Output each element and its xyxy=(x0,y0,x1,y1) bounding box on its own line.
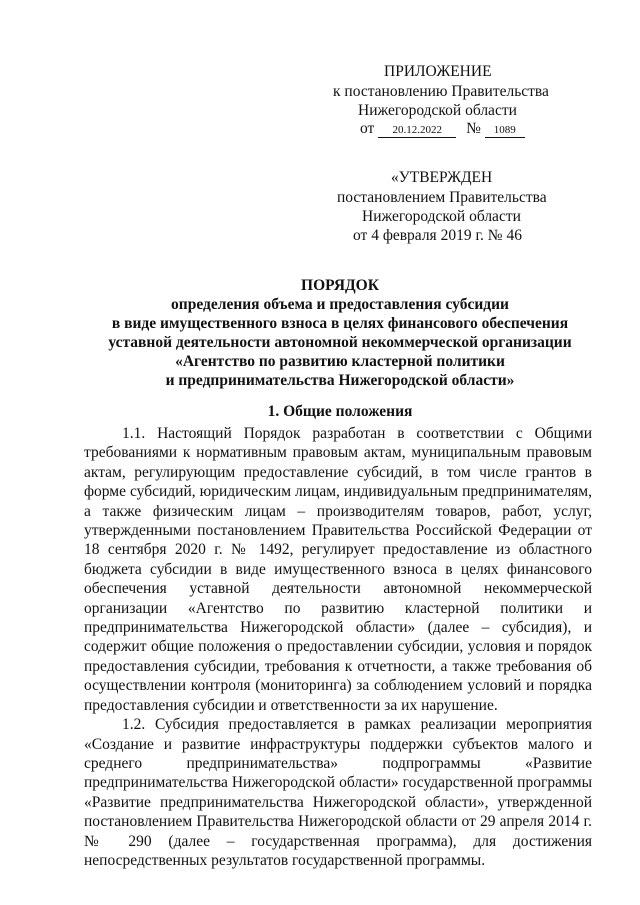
title-line-3: уставной деятельности автономной некоммерческой организации xyxy=(108,334,572,351)
title-main: ПОРЯДОК xyxy=(301,277,379,294)
annex-date-prefix: от xyxy=(360,120,375,137)
approved-heading: «УТВЕРЖДЕН xyxy=(391,169,493,186)
annex-heading: ПРИЛОЖЕНИЕ xyxy=(384,63,492,80)
annex-line-2: Нижегородской области xyxy=(358,102,517,119)
approved-line-2: Нижегородской области xyxy=(362,208,521,225)
annex-number-prefix: № xyxy=(466,120,481,137)
body-text xyxy=(84,424,592,870)
approved-line-3: от 4 февраля 2019 г. № 46 xyxy=(353,227,522,244)
annex-date-line xyxy=(360,119,525,139)
title-line-2: в виде имущественного взноса в целях финансового обеспечения xyxy=(111,315,569,332)
title-line-5: и предпринимательства Нижегородской области» xyxy=(165,372,515,389)
annex-line-1: к постановлению Правительства xyxy=(333,83,549,100)
title-line-1: определения объема и предоставления субсидии xyxy=(171,296,509,313)
approved-line-1: постановлением Правительства xyxy=(337,189,547,206)
title-line-4: «Агентство по развитию кластерной политики xyxy=(175,353,505,370)
section-heading: 1. Общие положения xyxy=(267,403,413,420)
annex-number-value: 1089 xyxy=(485,123,525,138)
paragraph-1-2: 1.2. Субсидия предоставляется в рамках реализации мероприятия «Создание и развитие инфраструктуры поддержки субъектов малого и среднего предпринимательства» подпрограммы «Развитие предпринимательства Нижегородской области» государственной программы «Развитие предпринимательства Нижегородской области», утвержденной постановлением Правительства Нижегородской области от 29 апреля 2014 г. № 290 (далее – государственная программа), для достижения непосредственных результатов государственной программы. xyxy=(84,716,592,869)
paragraph-1-1: 1.1. Настоящий Порядок разработан в соответствии с Общими требованиями к нормативным правовым актам, муниципальным правовым актам, регулирующим предоставление субсидий, в том числе грантов в форме субсидий, юридическим лицам, индивидуальным предпринимателям, а также физическим лицам – производителям товаров, работ, услуг, утвержденными постановлением Правительства Российской Федерации от 18 сентября 2020 г. № 1492, регулирует предоставление из областного бюджета субсидии в виде имущественного взноса в целях финансового обеспечения уставной деятельности автономной некоммерческой организации «Агентство по развитию кластерной политики и предпринимательства Нижегородской области» (далее – субсидия), и содержит общие положения о предоставлении субсидии, условия и порядок предоставления субсидии, требования к отчетности, а также требования об осуществлении контроля (мониторинга) за соблюдением условий и порядка предоставления субсидии и ответственности за их нарушение. xyxy=(84,425,592,714)
annex-date-value: 20.12.2022 xyxy=(378,123,456,138)
